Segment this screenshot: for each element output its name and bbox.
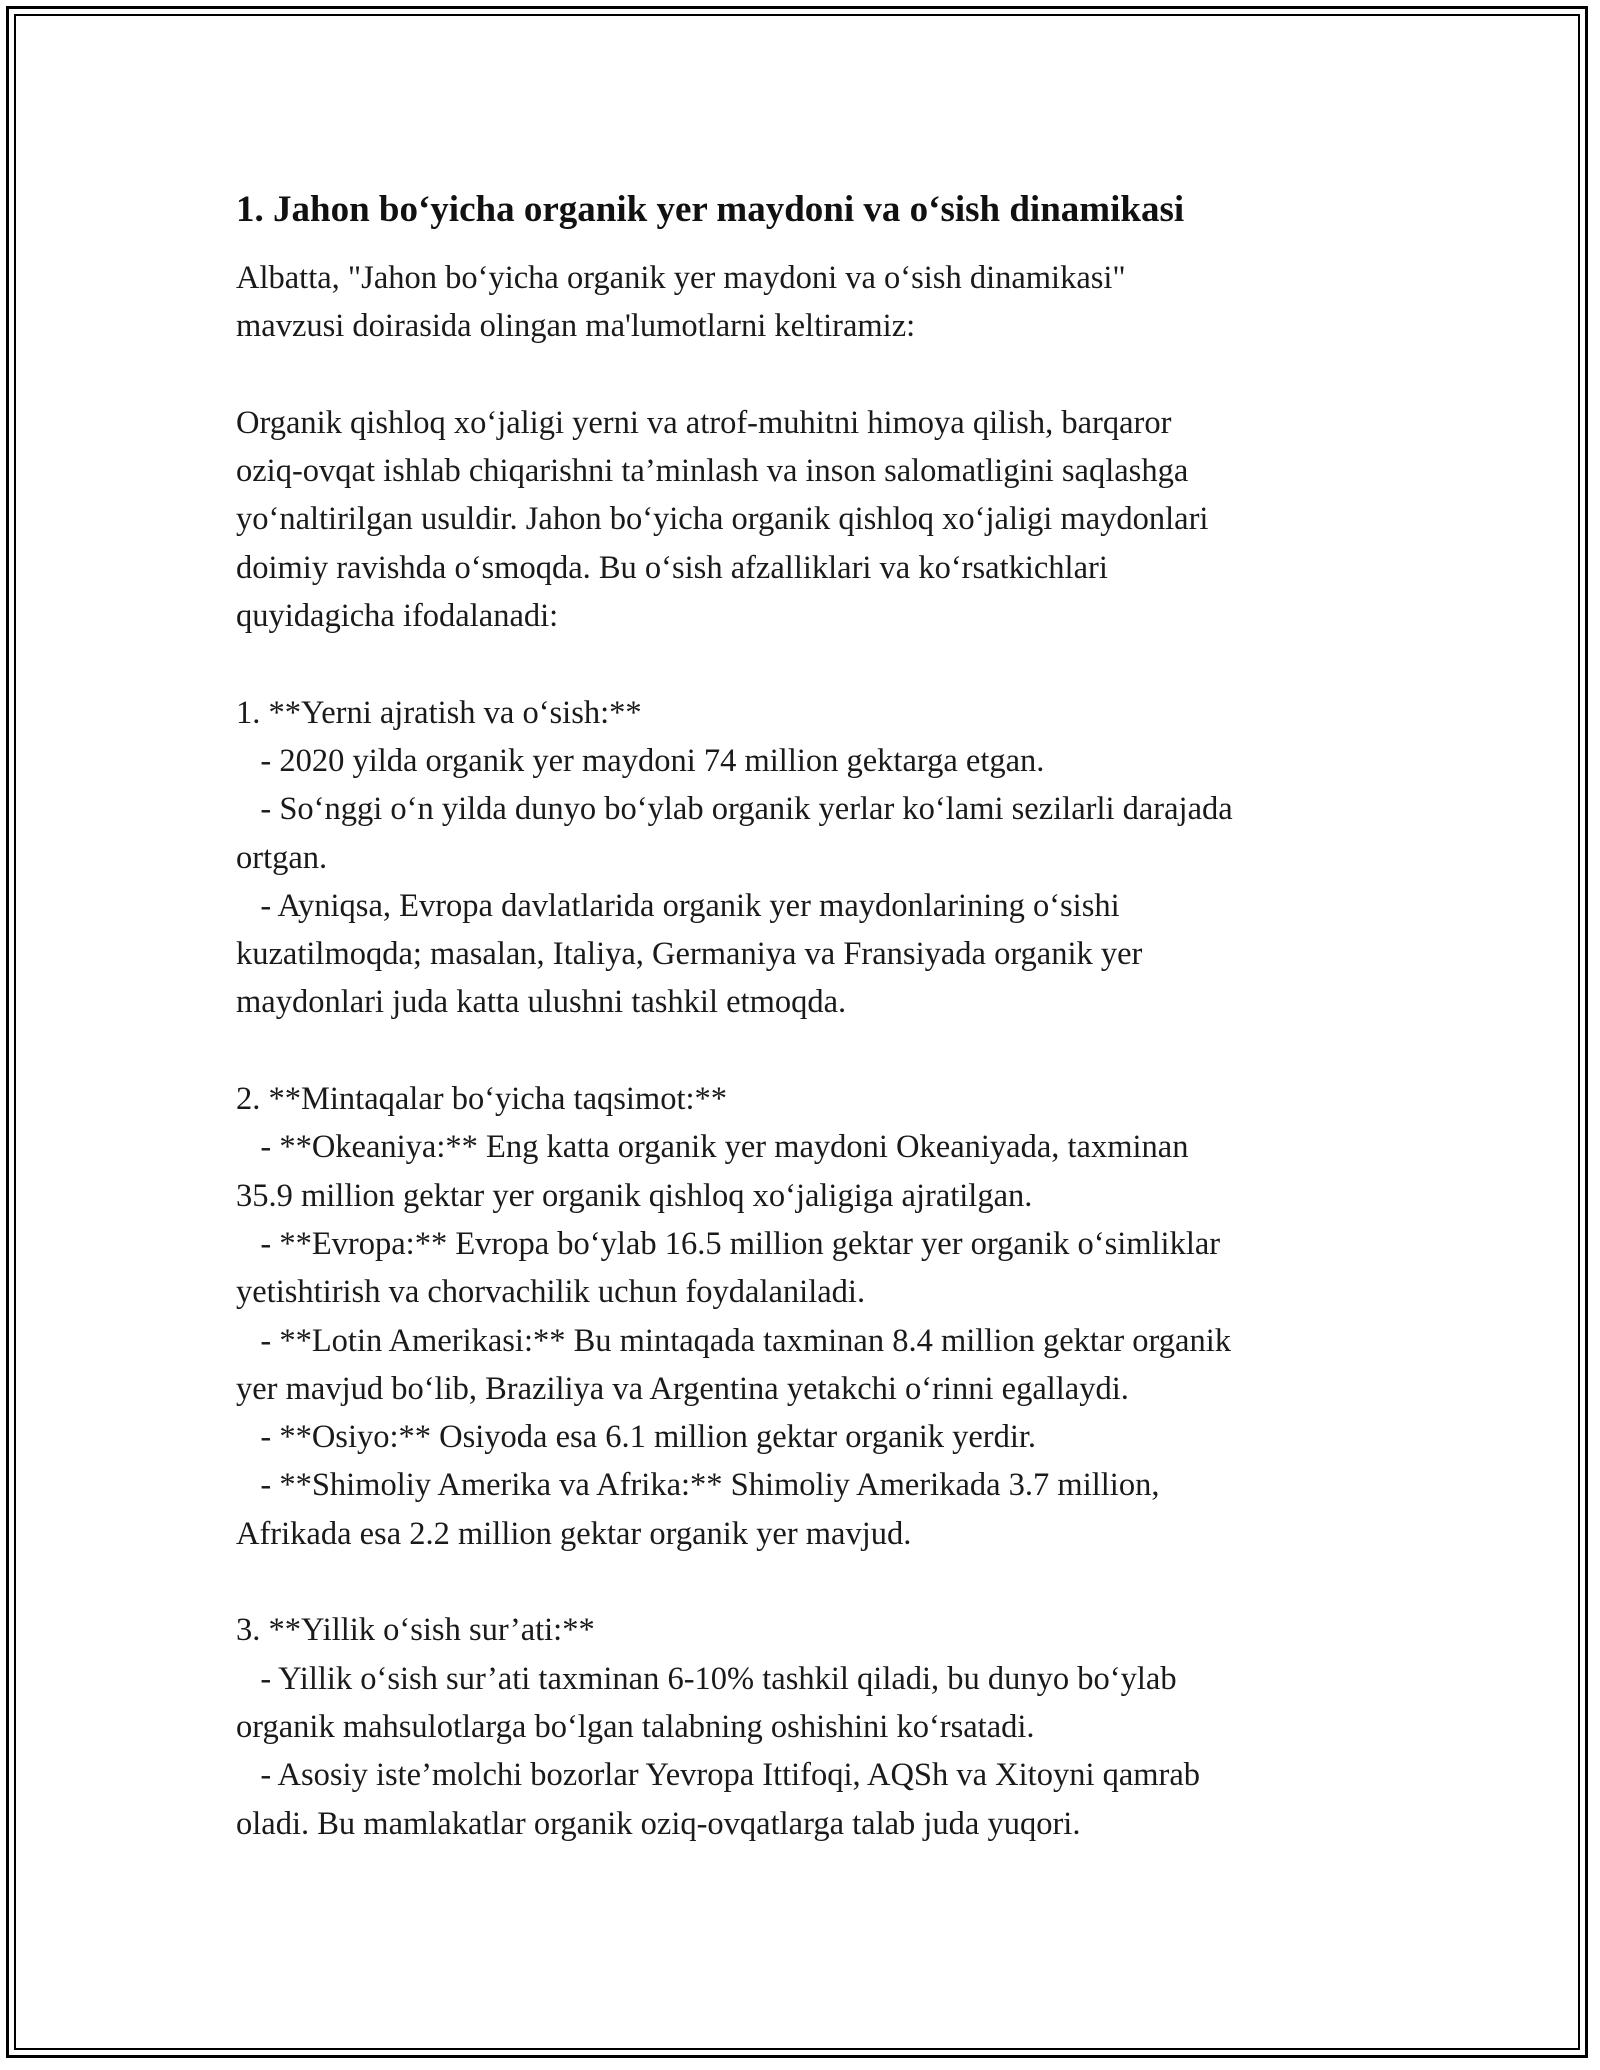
intro-block xyxy=(236,254,1376,351)
list-item-continuation: yetishtirish va chorvachilik uchun foydalaniladi. xyxy=(236,1274,866,1311)
list-item-continuation: ortgan. xyxy=(236,839,328,876)
list-item: - So‘nggi o‘n yilda dunyo bo‘ylab organik yerlar ko‘lami sezilarli darajada xyxy=(236,791,1233,828)
paragraph-block xyxy=(236,399,1376,640)
text-line: quyidagicha ifodalanadi: xyxy=(236,598,559,635)
section-heading: 2. **Mintaqalar bo‘yicha taqsimot:** xyxy=(236,1081,728,1118)
list-item-continuation: maydonlari juda katta ulushni tashkil etmoqda. xyxy=(236,984,847,1021)
section-heading: 1. **Yerni ajratish va o‘sish:** xyxy=(236,694,642,731)
list-item: - **Osiyo:** Osiyoda esa 6.1 million gektar organik yerdir. xyxy=(236,1419,1037,1456)
spacer xyxy=(236,1027,1376,1075)
section-2 xyxy=(236,1075,1376,1558)
list-item-continuation: 35.9 million gektar yer organik qishloq xo‘jaligiga ajratilgan. xyxy=(236,1177,1033,1214)
document-title: 1. Jahon bo‘yicha organik yer maydoni va o‘sish dinamikasi xyxy=(236,189,1185,230)
spacer xyxy=(236,351,1376,399)
list-item: - Asosiy iste’molchi bozorlar Yevropa Ittifoqi, AQSh va Xitoyni qamrab xyxy=(236,1757,1201,1794)
spacer xyxy=(236,1558,1376,1606)
list-item: - **Shimoliy Amerika va Afrika:** Shimoliy Amerikada 3.7 million, xyxy=(236,1467,1160,1504)
spacer xyxy=(236,640,1376,688)
section-3 xyxy=(236,1606,1376,1847)
list-item-continuation: kuzatilmoqda; masalan, Italiya, Germaniya va Fransiyada organik yer xyxy=(236,936,1143,973)
text-line: doimiy ravishda o‘smoqda. Bu o‘sish afzalliklari va ko‘rsatkichlari xyxy=(236,549,1108,586)
text-line: oziq-ovqat ishlab chiqarishni ta’minlash va inson salomatligini saqlashga xyxy=(236,453,1189,490)
list-item-continuation: organik mahsulotlarga bo‘lgan talabning oshishini ko‘rsatadi. xyxy=(236,1708,1035,1745)
list-item: - Ayniqsa, Evropa davlatlarida organik yer maydonlarining o‘sishi xyxy=(236,887,1120,924)
list-item-continuation: Afrikada esa 2.2 million gektar organik yer mavjud. xyxy=(236,1515,912,1552)
section-heading: 3. **Yillik o‘sish sur’ati:** xyxy=(236,1612,595,1649)
text-line: mavzusi doirasida olingan ma'lumotlarni keltiramiz: xyxy=(236,308,916,345)
list-item-continuation: yer mavjud bo‘lib, Braziliya va Argentina yetakchi o‘rinni egallaydi. xyxy=(236,1370,1129,1407)
list-item: - 2020 yilda organik yer maydoni 74 million gektarga etgan. xyxy=(236,742,1045,779)
document-body xyxy=(236,186,1376,1848)
list-item-continuation: oladi. Bu mamlakatlar organik oziq-ovqatlarga talab juda yuqori. xyxy=(236,1805,1081,1842)
text-line: yo‘naltirilgan usuldir. Jahon bo‘yicha organik qishloq xo‘jaligi maydonlari xyxy=(236,501,1209,538)
list-item: - **Evropa:** Evropa bo‘ylab 16.5 million gektar yer organik o‘simliklar xyxy=(236,1225,1221,1262)
list-item: - **Okeaniya:** Eng katta organik yer maydoni Okeaniyada, taxminan xyxy=(236,1129,1189,1166)
list-item: - **Lotin Amerikasi:** Bu mintaqada taxminan 8.4 million gektar organik xyxy=(236,1322,1231,1359)
text-line: Organik qishloq xo‘jaligi yerni va atrof-muhitni himoya qilish, barqaror xyxy=(236,404,1172,441)
list-item: - Yillik o‘sish sur’ati taxminan 6-10% tashkil qiladi, bu dunyo bo‘ylab xyxy=(236,1660,1177,1697)
section-1 xyxy=(236,689,1376,1027)
text-line: Albatta, "Jahon bo‘yicha organik yer maydoni va o‘sish dinamikasi" xyxy=(236,260,1126,296)
